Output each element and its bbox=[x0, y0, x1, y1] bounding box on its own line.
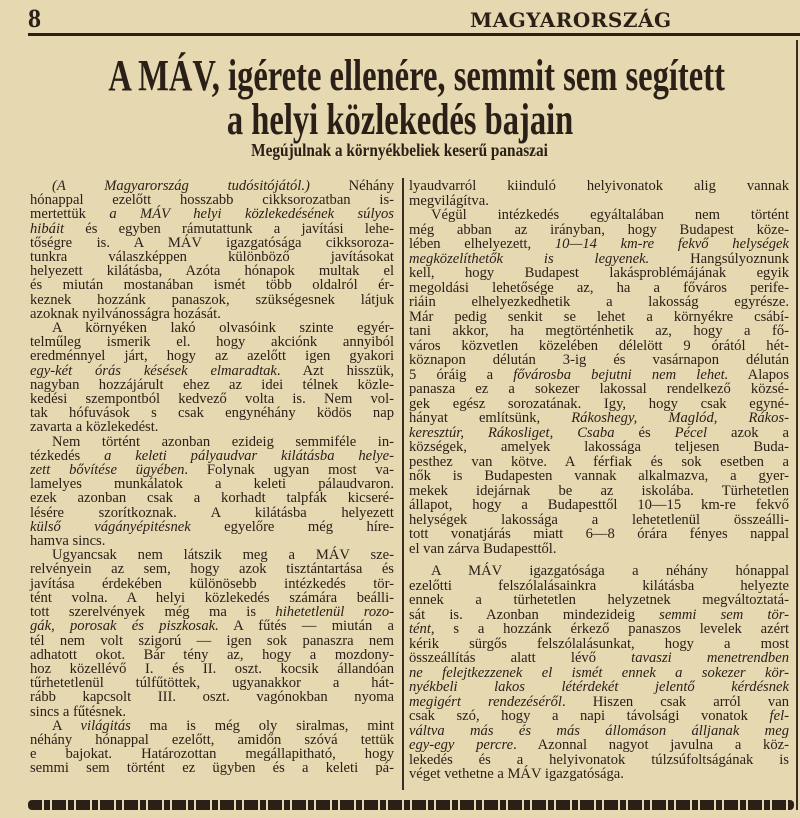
italic-emphasis: a MÁV helyi közlekedésének súlyos bbox=[109, 206, 394, 223]
text-line: pesthez van kötve. A férfiak és sok esetben a bbox=[409, 453, 789, 470]
text-line: Végül intézkedés egyáltalában nem történt bbox=[431, 207, 789, 223]
italic-emphasis: Pécel bbox=[674, 424, 708, 441]
text-line: keresztúr, Rákosliget, Csaba és Pécel azok a bbox=[409, 424, 789, 441]
text-line: lyaudvarról kiinduló helyivonatok alig vannak bbox=[409, 178, 789, 194]
text-line: tani akkor, ha megtörténhetik az, hogy a fő- bbox=[409, 323, 789, 339]
paragraph bbox=[30, 548, 394, 718]
decorative-chain-border bbox=[28, 800, 794, 810]
paragraph bbox=[409, 179, 789, 208]
text-line: néhány hónappal ezelőtt, amidőn szóvá tettük bbox=[30, 731, 394, 748]
text-line: nők is Budapesten vannak alkalmazva, a gyer- bbox=[409, 468, 789, 484]
text-line: helyezett kilátásba, Azóta hónapok multak el bbox=[30, 263, 394, 280]
text-line: kedési szempontból kedvező volta is. Nem vol- bbox=[30, 391, 394, 408]
text-line bbox=[409, 680, 789, 695]
text-line: zavarta a közlekedést. bbox=[30, 419, 159, 436]
italic-emphasis: egy-két órás késések elmaradtak bbox=[30, 362, 277, 379]
text-line: gák, porosak és piszkosak. A fűtés — miután a bbox=[30, 618, 394, 635]
text-line: tőségre is. A MÁV igazgatósága cikksoroza- bbox=[30, 234, 394, 251]
paragraph bbox=[409, 564, 789, 782]
text-line: megközelíthetők is legyenek. Hangsúlyoznunk bbox=[409, 250, 789, 267]
text-line: (A Magyarország tudósitójától.) Néhány bbox=[52, 178, 394, 194]
text-line: lésére szorítkoznak. A kilátásba helyezett bbox=[30, 504, 394, 521]
text-line: tént, s a hozzánk érkező panaszos levelek azért bbox=[409, 621, 789, 637]
text-line: tunkra válaszképpen különböző javításokat bbox=[30, 249, 394, 266]
italic-emphasis: zett bővítése ügyében bbox=[30, 462, 185, 479]
italic-emphasis: tavaszi menetrendben bbox=[631, 650, 789, 666]
text-line: egy-két órás késések elmaradtak. Azt hisszük, bbox=[30, 362, 395, 379]
text-line: sincs a fűtésnek. bbox=[30, 703, 127, 720]
text-line: ezek azonban csak a korhadt talpfák kicseré- bbox=[30, 490, 394, 507]
text-line: helységek lakossága a lehetetlenül összeálli- bbox=[409, 511, 789, 528]
text-line: községek, amelyek lakossága teljesen Buda- bbox=[409, 439, 789, 455]
italic-emphasis: tént bbox=[409, 621, 431, 637]
text-line bbox=[409, 666, 789, 681]
text-line: hamva sincs. bbox=[30, 533, 106, 550]
article-column-right bbox=[409, 179, 789, 782]
paragraph bbox=[30, 321, 394, 435]
text-line: tél nem volt szigorú — igen sok panaszra nem bbox=[30, 632, 394, 649]
italic-emphasis: 10—14 km-re fekvő helységek bbox=[554, 236, 789, 252]
text-line: tént volna. A helyi közlekedés számára beálli- bbox=[30, 589, 394, 606]
text-line: köznapon délután 3-ig és vasárnapon délután bbox=[409, 352, 789, 368]
text-line: A környéken lakó olvasóink szinte egyér- bbox=[52, 320, 394, 337]
text-line: tott vonatjárás miatt 6—8 órára fényes nappal bbox=[409, 526, 789, 542]
column-divider bbox=[402, 178, 404, 790]
text-line: még abban az irányban, hogy Budapest köze- bbox=[409, 221, 789, 238]
text-line: megigért rendezéséről. Hiszen csak arról van bbox=[409, 693, 789, 710]
text-line: zett bővítése ügyében. Folynak ugyan most va- bbox=[30, 462, 395, 479]
italic-emphasis: gák, porosak és piszkosak. bbox=[30, 618, 219, 635]
italic-emphasis: keresztúr, Rákosliget, Csaba bbox=[409, 424, 615, 441]
text-line: 5 óráig a fővárosba bejutni nem lehet. Alapos bbox=[409, 366, 789, 383]
text-line: megvilágítva. bbox=[409, 192, 489, 209]
text-line: ezelőtti felszólalásainkra kilátásba helyezte bbox=[409, 577, 789, 594]
text-line: gek egész sorozatának. Igy, hogy csak egyné- bbox=[409, 395, 789, 412]
subheadline bbox=[0, 140, 800, 161]
text-line: csak szó, hogy a napi távolsági vonatok fel- bbox=[409, 708, 789, 724]
subheadline-text: Megújulnak a környékbeliek keserű panaszai bbox=[251, 140, 549, 160]
text-line: tézkedés a keleti pályaudvar kilátásba helye- bbox=[30, 447, 395, 464]
italic-emphasis: fel- bbox=[769, 708, 789, 724]
italic-emphasis: váltva más és más állomáson álljanak meg bbox=[409, 722, 789, 739]
italic-emphasis: megközelíthetők is legyenek. bbox=[409, 250, 650, 267]
paragraph bbox=[30, 179, 394, 321]
headline-text-1: A MÁV, igérete ellenére, semmit sem segített bbox=[108, 51, 725, 100]
text-line: azoknak nyilvánosságra hozását. bbox=[30, 305, 221, 322]
italic-emphasis: semmi sem tör- bbox=[659, 606, 789, 623]
text-line: lamelyes munkálatok a keleti pálaudvaron. bbox=[30, 476, 394, 493]
text-line: tott szerelvények még ma is hihetetlenül rozo- bbox=[30, 604, 395, 621]
paragraph bbox=[30, 435, 394, 549]
text-line: véget vethetne a MÁV igazgatósága. bbox=[409, 766, 624, 782]
text-line: hoz közellévő I. és II. oszt. kocsik állandóan bbox=[30, 660, 394, 677]
text-line: nagyban hozzájárult ehez az idei télnek közle- bbox=[30, 376, 394, 393]
text-line: A világitás ma is még oly siralmas, mint bbox=[52, 717, 394, 734]
text-line: tak hófuvások s csak engynéhány ködös nap bbox=[30, 405, 394, 422]
headline-line-2 bbox=[0, 94, 800, 145]
italic-emphasis: hihetetlenül rozo- bbox=[275, 604, 395, 621]
text-line: állapot, hogy a Budapesttől 10—15 km-re fekvő bbox=[409, 497, 789, 513]
text-line: e bajokat. Határozottan megállapitható, hogy bbox=[30, 746, 394, 763]
text-line: kell, hogy Budapest lakásproblémájának egyik bbox=[409, 265, 789, 281]
text-line: panasza ez a sokezer lakossal rendelkező közsé- bbox=[409, 381, 789, 397]
text-line: rább kapcsolt III. oszt. vagónokban nyoma bbox=[30, 689, 394, 706]
text-line: összeállítás alatt lévő tavaszi menetrendben bbox=[409, 650, 789, 666]
italic-emphasis: fővárosba bejutni nem lehet. bbox=[513, 366, 729, 383]
text-line: város közvetlen közelében délelött 9 órától hét- bbox=[409, 337, 789, 354]
text-line: javítása érdekében különösebb intézkedés tör- bbox=[30, 575, 394, 592]
text-line: el van zárva Budapesttől. bbox=[409, 540, 557, 557]
text-line: semmi sem történt ez ügyben és a keleti pá- bbox=[30, 760, 394, 777]
italic-emphasis: ne felejtkezzenek el ismét ennek a sokezer kör- bbox=[409, 664, 789, 681]
text-line: külső vágányépitésnek egyelőre még híre- bbox=[30, 518, 394, 535]
page-number: 8 bbox=[28, 4, 41, 33]
text-line: Nem történt azonban ezideig semmiféle in- bbox=[52, 433, 394, 450]
paragraph bbox=[409, 208, 789, 556]
italic-emphasis: külső vágányépitésnek bbox=[30, 518, 191, 535]
text-line: hibáit és egyben rámutattunk a javítási lehe- bbox=[30, 220, 394, 237]
text-line: hányat említsünk, Rákoshegy, Maglód, Rákos- bbox=[409, 410, 789, 426]
text-line: megoldási lehetősége az, ha a főváros perife- bbox=[409, 279, 789, 296]
italic-emphasis: a keleti pályaudvar kilátásba helye- bbox=[104, 447, 395, 464]
text-line: relvényein az sem, hogy azok tisztántartása és bbox=[30, 561, 394, 578]
article-column-left bbox=[30, 179, 394, 776]
italic-emphasis: Rákoshegy, Maglód, Rákos- bbox=[571, 410, 789, 426]
text-line: keznek hozzánk panaszok, szükségesnek látjuk bbox=[30, 291, 394, 308]
text-line: telműleg ismerik el. hogy akciónk annyiból bbox=[30, 334, 394, 351]
text-line: hónappal ezelőtt hosszabb cikksorozatban is- bbox=[30, 192, 394, 209]
header-rule bbox=[28, 33, 800, 36]
text-line bbox=[409, 724, 789, 739]
text-line: riáin elhelyezkedhetik a lakosság egyrésze. bbox=[409, 294, 789, 310]
text-line: lében elhelyezett, 10—14 km-re fekvő helységek bbox=[409, 236, 789, 252]
italic-emphasis: világitás bbox=[80, 717, 131, 734]
text-line: Már pedig senkit se lehet a környékre csábí- bbox=[409, 308, 789, 325]
text-line: kérik sürgős felszólalásunkat, hogy a most bbox=[409, 635, 789, 652]
italic-emphasis: nyékbeli lakos létérdekét jelentő kérdésnek bbox=[409, 679, 789, 695]
text-line: tűrhetetlenül túlfűtöttek, ugyanakkor a hát- bbox=[30, 675, 394, 692]
headline-text-2: a helyi közlekedés bajain bbox=[226, 95, 574, 144]
italic-emphasis: egy-egy percre bbox=[409, 737, 514, 753]
text-line: sát is. Azonban mindezideig semmi sem tör- bbox=[409, 606, 789, 623]
newspaper-masthead: MAGYARORSZÁG bbox=[470, 8, 672, 32]
text-line: eredménnyel járt, hogy az azelőtt igen gyakori bbox=[30, 348, 394, 365]
text-line: A MÁV igazgatósága a néhány hónappal bbox=[431, 563, 789, 579]
text-line: mekek idejárnak be az iskolába. Türhetetlen bbox=[409, 482, 789, 499]
text-line: ennek a türhetetlen helyzetnek megváltoztatá- bbox=[409, 592, 789, 608]
text-line: Ugyancsak nem látszik meg a MÁV sze- bbox=[52, 547, 394, 564]
italic-emphasis: (A Magyarország tudósitójától.) bbox=[52, 178, 310, 194]
italic-emphasis: megigért rendezéséről bbox=[409, 693, 562, 710]
text-line: egy-egy percre. Azonnal nagyot javulna a köz- bbox=[409, 737, 789, 753]
text-line: lekedés és a helyivonatok túlzsúfoltságának is bbox=[409, 751, 789, 768]
italic-emphasis: hibáit bbox=[30, 220, 65, 237]
text-line: és miután mostanában ismét több oldalról ér- bbox=[30, 277, 394, 294]
text-line: adhatott okot. Bár tény az, hogy a mozdony- bbox=[30, 646, 394, 663]
text-line: mertettük a MÁV helyi közlekedésének súlyos bbox=[30, 206, 394, 223]
paragraph bbox=[30, 719, 394, 776]
